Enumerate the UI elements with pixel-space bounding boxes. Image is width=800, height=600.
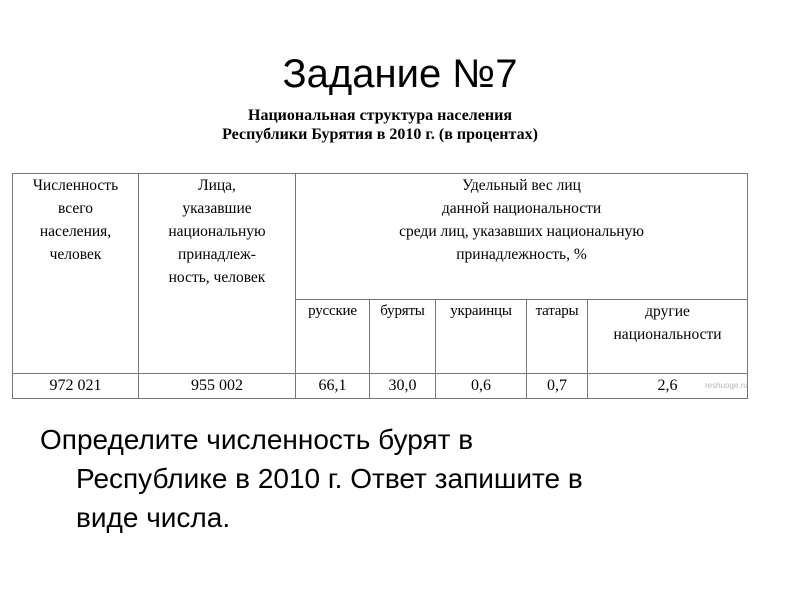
subheader-russians: русские: [296, 300, 370, 374]
value-total-population: 972 021: [13, 374, 139, 399]
value-others: 2,6: [588, 374, 748, 399]
header-total-population: Численность всего населения, человек: [13, 174, 139, 374]
population-table: [12, 173, 748, 399]
question-line-2: Республике в 2010 г. Ответ запишите в: [76, 463, 583, 494]
question-line-1: Определите численность бурят в: [40, 424, 474, 455]
table-row: [13, 374, 748, 399]
value-tatars: 0,7: [527, 374, 588, 399]
subheader-buryats: буряты: [370, 300, 436, 374]
table-header-row: [13, 174, 748, 300]
subheader-tatars: татары: [527, 300, 588, 374]
table-heading: [0, 106, 760, 144]
value-russians: 66,1: [296, 374, 370, 399]
header-share: Удельный вес лиц данной национальности среди лиц, указавших национальную принадлежность, %: [296, 174, 748, 300]
watermark: reshuoge.ru: [705, 381, 748, 390]
value-buryats: 30,0: [370, 374, 436, 399]
table-heading-line-1: Национальная структура населения: [248, 107, 512, 124]
question-line-3: виде числа.: [76, 502, 231, 533]
value-ukrainians: 0,6: [436, 374, 527, 399]
subheader-ukrainians: украинцы: [436, 300, 527, 374]
table-heading-line-2: Республики Бурятия в 2010 г. (в процентах): [222, 126, 538, 143]
question-text: [40, 420, 760, 537]
subheader-others: другие национальности: [588, 300, 748, 374]
header-declared-nationality: Лица, указавшие национальную принадлеж- ность, человек: [139, 174, 296, 374]
value-declared-nationality: 955 002: [139, 374, 296, 399]
slide-title: Задание №7: [282, 52, 518, 96]
